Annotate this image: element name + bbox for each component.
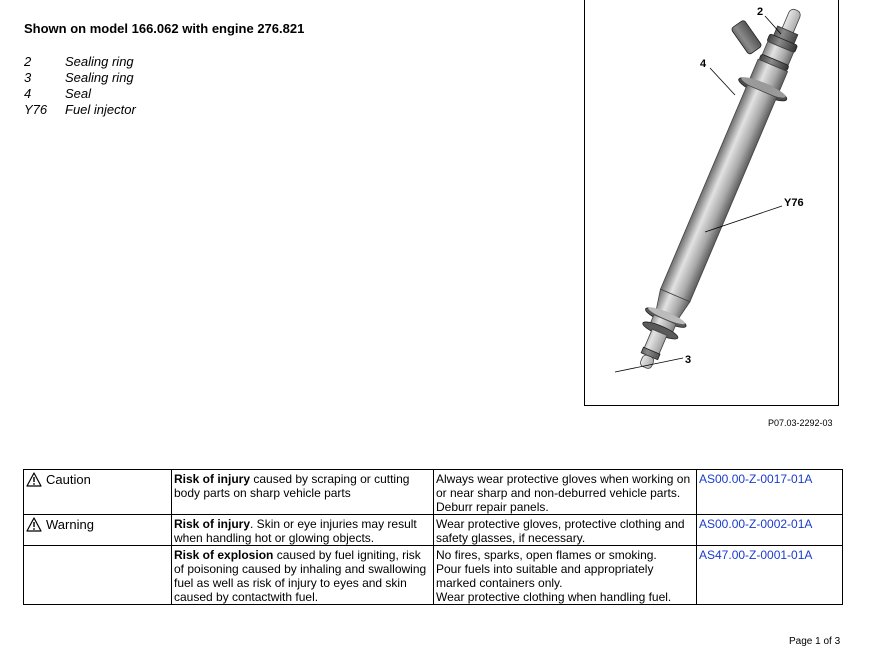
hazard-level: Warning <box>46 516 94 532</box>
risk-description: caused by scraping or cutting body parts on sharp vehicle parts <box>174 472 410 500</box>
measure-item: Pour fuels into suitable and appropriately marked containers only. <box>436 562 654 590</box>
legend-item <box>24 102 136 118</box>
legend-number: 4 <box>24 86 32 101</box>
injector-figure <box>584 0 839 406</box>
risk-description: . Skin or eye injuries may result when handling hot or glowing objects. <box>174 517 417 545</box>
measures-cell <box>434 470 697 515</box>
document-link[interactable]: AS00.00-Z-0017-01A <box>697 470 843 515</box>
legend-label: Seal <box>65 86 92 101</box>
legend-item <box>24 70 136 86</box>
page-title: Shown on model 166.062 with engine 276.821 <box>24 21 305 36</box>
legend-label: Sealing ring <box>65 54 134 69</box>
measure-item: Wear protective clothing when handling fuel. <box>436 590 672 604</box>
risk-cell <box>172 470 434 515</box>
legend-label: Sealing ring <box>65 70 134 85</box>
legend-list <box>24 54 136 118</box>
measure-item: Wear protective gloves, protective clothing and safety glasses, if necessary. <box>436 517 685 545</box>
risk-cell <box>172 546 434 605</box>
risk-title: Risk of injury <box>174 472 251 486</box>
table-row <box>24 470 843 515</box>
measures-cell <box>434 546 697 605</box>
page-number: Page 1 of 3 <box>789 636 841 647</box>
table-row <box>24 546 843 605</box>
risk-cell <box>172 515 434 546</box>
risk-title: Risk of injury <box>174 517 251 531</box>
legend-number: Y76 <box>24 102 48 117</box>
hazard-level-cell <box>24 546 172 605</box>
legend-label: Fuel injector <box>65 102 136 117</box>
measure-item: No fires, sparks, open flames or smoking. <box>436 548 657 562</box>
legend-number: 3 <box>24 70 32 85</box>
legend-item <box>24 54 136 70</box>
fuel-injector-illustration <box>585 0 840 406</box>
measure-item: Always wear protective gloves when working on or near sharp and non-deburred vehicle parts. <box>436 472 691 500</box>
hazard-level-cell <box>24 470 172 515</box>
legend-number: 2 <box>24 54 32 69</box>
risk-title: Risk of explosion <box>174 548 274 562</box>
document-link[interactable]: AS47.00-Z-0001-01A <box>697 546 843 605</box>
safety-table <box>23 469 843 605</box>
risk-description: caused by fuel igniting, risk of poisoning caused by inhaling and swallowing fuel as well as risk of injury to eyes and skin caused by contactwith fuel. <box>174 548 427 604</box>
table-row <box>24 515 843 546</box>
hazard-level: Caution <box>46 471 91 487</box>
callout-2: 2 <box>757 6 764 18</box>
figure-reference: P07.03-2292-03 <box>768 418 833 428</box>
hazard-level-cell <box>24 515 172 546</box>
callout-3: 3 <box>685 354 692 366</box>
legend-item <box>24 86 136 102</box>
callout-y76: Y76 <box>784 197 804 209</box>
warning-triangle-icon <box>26 472 42 487</box>
warning-triangle-icon <box>26 517 42 532</box>
document-link[interactable]: AS00.00-Z-0002-01A <box>697 515 843 546</box>
measure-item: Deburr repair panels. <box>436 500 549 514</box>
callout-4: 4 <box>700 58 707 70</box>
measures-cell <box>434 515 697 546</box>
